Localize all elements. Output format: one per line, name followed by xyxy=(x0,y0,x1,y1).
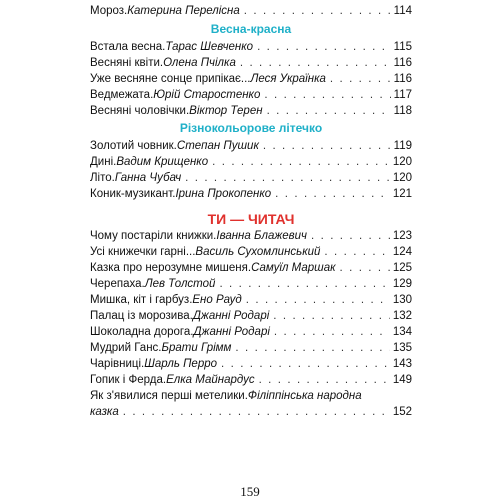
page-number: 159 xyxy=(240,484,260,499)
toc-entry xyxy=(90,261,412,275)
entry-author: Вадим Крищенко xyxy=(116,156,209,168)
entry-page: 129 xyxy=(392,278,412,290)
entry-page: 121 xyxy=(392,188,412,200)
entry-page: 152 xyxy=(392,406,412,418)
entry-page: 124 xyxy=(392,246,412,258)
entry-title: Чарівниці. xyxy=(90,358,145,370)
entry-title: Казка про нерозумне мишеня. xyxy=(90,262,252,274)
entry-author: Філіппінська народна xyxy=(247,390,362,402)
entry-author: Шарль Перро xyxy=(144,358,218,370)
dot-leader xyxy=(340,261,390,275)
toc-entry xyxy=(90,88,412,102)
entry-title: Мишка, кіт і гарбуз. xyxy=(90,294,193,306)
dot-leader xyxy=(240,56,391,70)
toc-entry xyxy=(90,277,412,291)
dot-leader xyxy=(324,245,389,259)
dot-leader xyxy=(267,104,391,118)
entry-page: 132 xyxy=(392,310,412,322)
entry-page: 130 xyxy=(392,294,412,306)
toc-entry-multiline xyxy=(90,389,412,419)
dot-leader xyxy=(185,171,390,185)
entry-page: 120 xyxy=(392,156,412,168)
dot-leader xyxy=(275,187,390,201)
entry-title: Весняні квіти. xyxy=(90,57,164,69)
entry-author: Лев Толстой xyxy=(144,278,216,290)
entry-author: Іванна Блажевич xyxy=(216,230,308,242)
section-heading: Весна-красна xyxy=(210,22,292,36)
entry-title: Мороз. xyxy=(90,5,128,17)
entry-title: Дині. xyxy=(90,156,117,168)
entry-page: 118 xyxy=(393,105,412,117)
entry-author: Юрій Старостенко xyxy=(153,89,261,101)
entry-author: Катерина Перелісна xyxy=(127,5,240,17)
dot-leader xyxy=(330,72,391,86)
toc-entry xyxy=(90,40,412,54)
dot-leader xyxy=(221,357,390,371)
section-heading: Різнокольорове літечко xyxy=(179,121,323,135)
entry-author-continued: казка xyxy=(90,406,119,418)
entry-page: 117 xyxy=(393,89,412,101)
dot-leader xyxy=(263,139,391,153)
toc-entry xyxy=(90,4,412,18)
dot-leader xyxy=(235,341,389,355)
entry-title: Літо. xyxy=(90,172,115,184)
toc-entry xyxy=(90,357,412,371)
dot-leader xyxy=(244,4,391,18)
toc-entry xyxy=(90,187,412,201)
entry-title: Встала весна. xyxy=(90,41,166,53)
toc-entry xyxy=(90,56,412,70)
dot-leader xyxy=(123,405,390,419)
entry-author: Самуїл Маршак xyxy=(251,262,336,274)
dot-leader xyxy=(311,229,390,243)
toc-entry xyxy=(90,373,412,387)
entry-title: Шоколадна дорога. xyxy=(90,326,194,338)
dot-leader xyxy=(259,373,390,387)
dot-leader xyxy=(219,277,389,291)
toc-entry xyxy=(90,245,412,259)
entry-page: 120 xyxy=(392,172,412,184)
entry-page: 123 xyxy=(392,230,412,242)
entry-title: Уже весняне сонце припікає... xyxy=(90,73,251,85)
entry-author: Тарас Шевченко xyxy=(165,41,254,53)
entry-title: Весняні чоловічки. xyxy=(90,105,190,117)
dot-leader xyxy=(257,40,391,54)
entry-author: Олена Пчілка xyxy=(163,57,236,69)
entry-title: Усі книжечки гарні... xyxy=(90,246,196,258)
dot-leader xyxy=(212,155,390,169)
toc-entry xyxy=(90,325,412,339)
toc-entry xyxy=(90,309,412,323)
entry-author: Джанні Родарі xyxy=(192,310,270,322)
dot-leader xyxy=(274,325,390,339)
entry-author: Леся Українка xyxy=(250,73,326,85)
entry-author: Ганна Чубач xyxy=(114,172,182,184)
entry-title: Палац із морозива. xyxy=(90,310,193,322)
toc-entry xyxy=(90,72,412,86)
toc-entry xyxy=(90,171,412,185)
entry-title: Ведмежата. xyxy=(90,89,154,101)
dot-leader xyxy=(264,88,390,102)
entry-author: Ірина Прокопенко xyxy=(175,188,272,200)
toc-entry xyxy=(90,139,412,153)
entry-title: Мудрий Ганс. xyxy=(90,342,162,354)
toc-entry xyxy=(90,229,412,243)
entry-page: 125 xyxy=(392,262,412,274)
entry-author: Ено Рауд xyxy=(192,294,242,306)
entry-title: Черепаха. xyxy=(90,278,145,290)
entry-page: 135 xyxy=(392,342,412,354)
entry-page: 134 xyxy=(392,326,412,338)
entry-title: Коник-музикант. xyxy=(90,188,176,200)
dot-leader xyxy=(246,293,390,307)
toc-entry xyxy=(90,293,412,307)
entry-page: 119 xyxy=(393,140,412,152)
toc-entry xyxy=(90,341,412,355)
entry-author: Степан Пушик xyxy=(176,140,259,152)
entry-page: 143 xyxy=(392,358,412,370)
entry-title: Гопик і Ферда. xyxy=(90,374,167,386)
toc-entry xyxy=(90,104,412,118)
part-heading: ТИ — ЧИТАЧ xyxy=(207,211,295,227)
entry-page: 116 xyxy=(393,73,412,85)
entry-page: 149 xyxy=(392,374,412,386)
entry-page: 114 xyxy=(393,5,412,17)
entry-page: 116 xyxy=(393,57,412,69)
entry-author: Брати Грімм xyxy=(161,342,232,354)
entry-author: Елка Майнардус xyxy=(166,374,255,386)
entry-author: Василь Сухомлинський xyxy=(195,246,321,258)
dot-leader xyxy=(273,309,390,323)
toc-entry xyxy=(90,155,412,169)
entry-title: Як з'явилися перші метелики. xyxy=(90,390,248,402)
entry-page: 115 xyxy=(393,41,412,53)
entry-author: Джанні Родарі xyxy=(193,326,270,338)
entry-title: Чому постаріли книжки. xyxy=(90,230,217,242)
entry-author: Віктор Терен xyxy=(189,105,263,117)
entry-title: Золотий човник. xyxy=(90,140,177,152)
